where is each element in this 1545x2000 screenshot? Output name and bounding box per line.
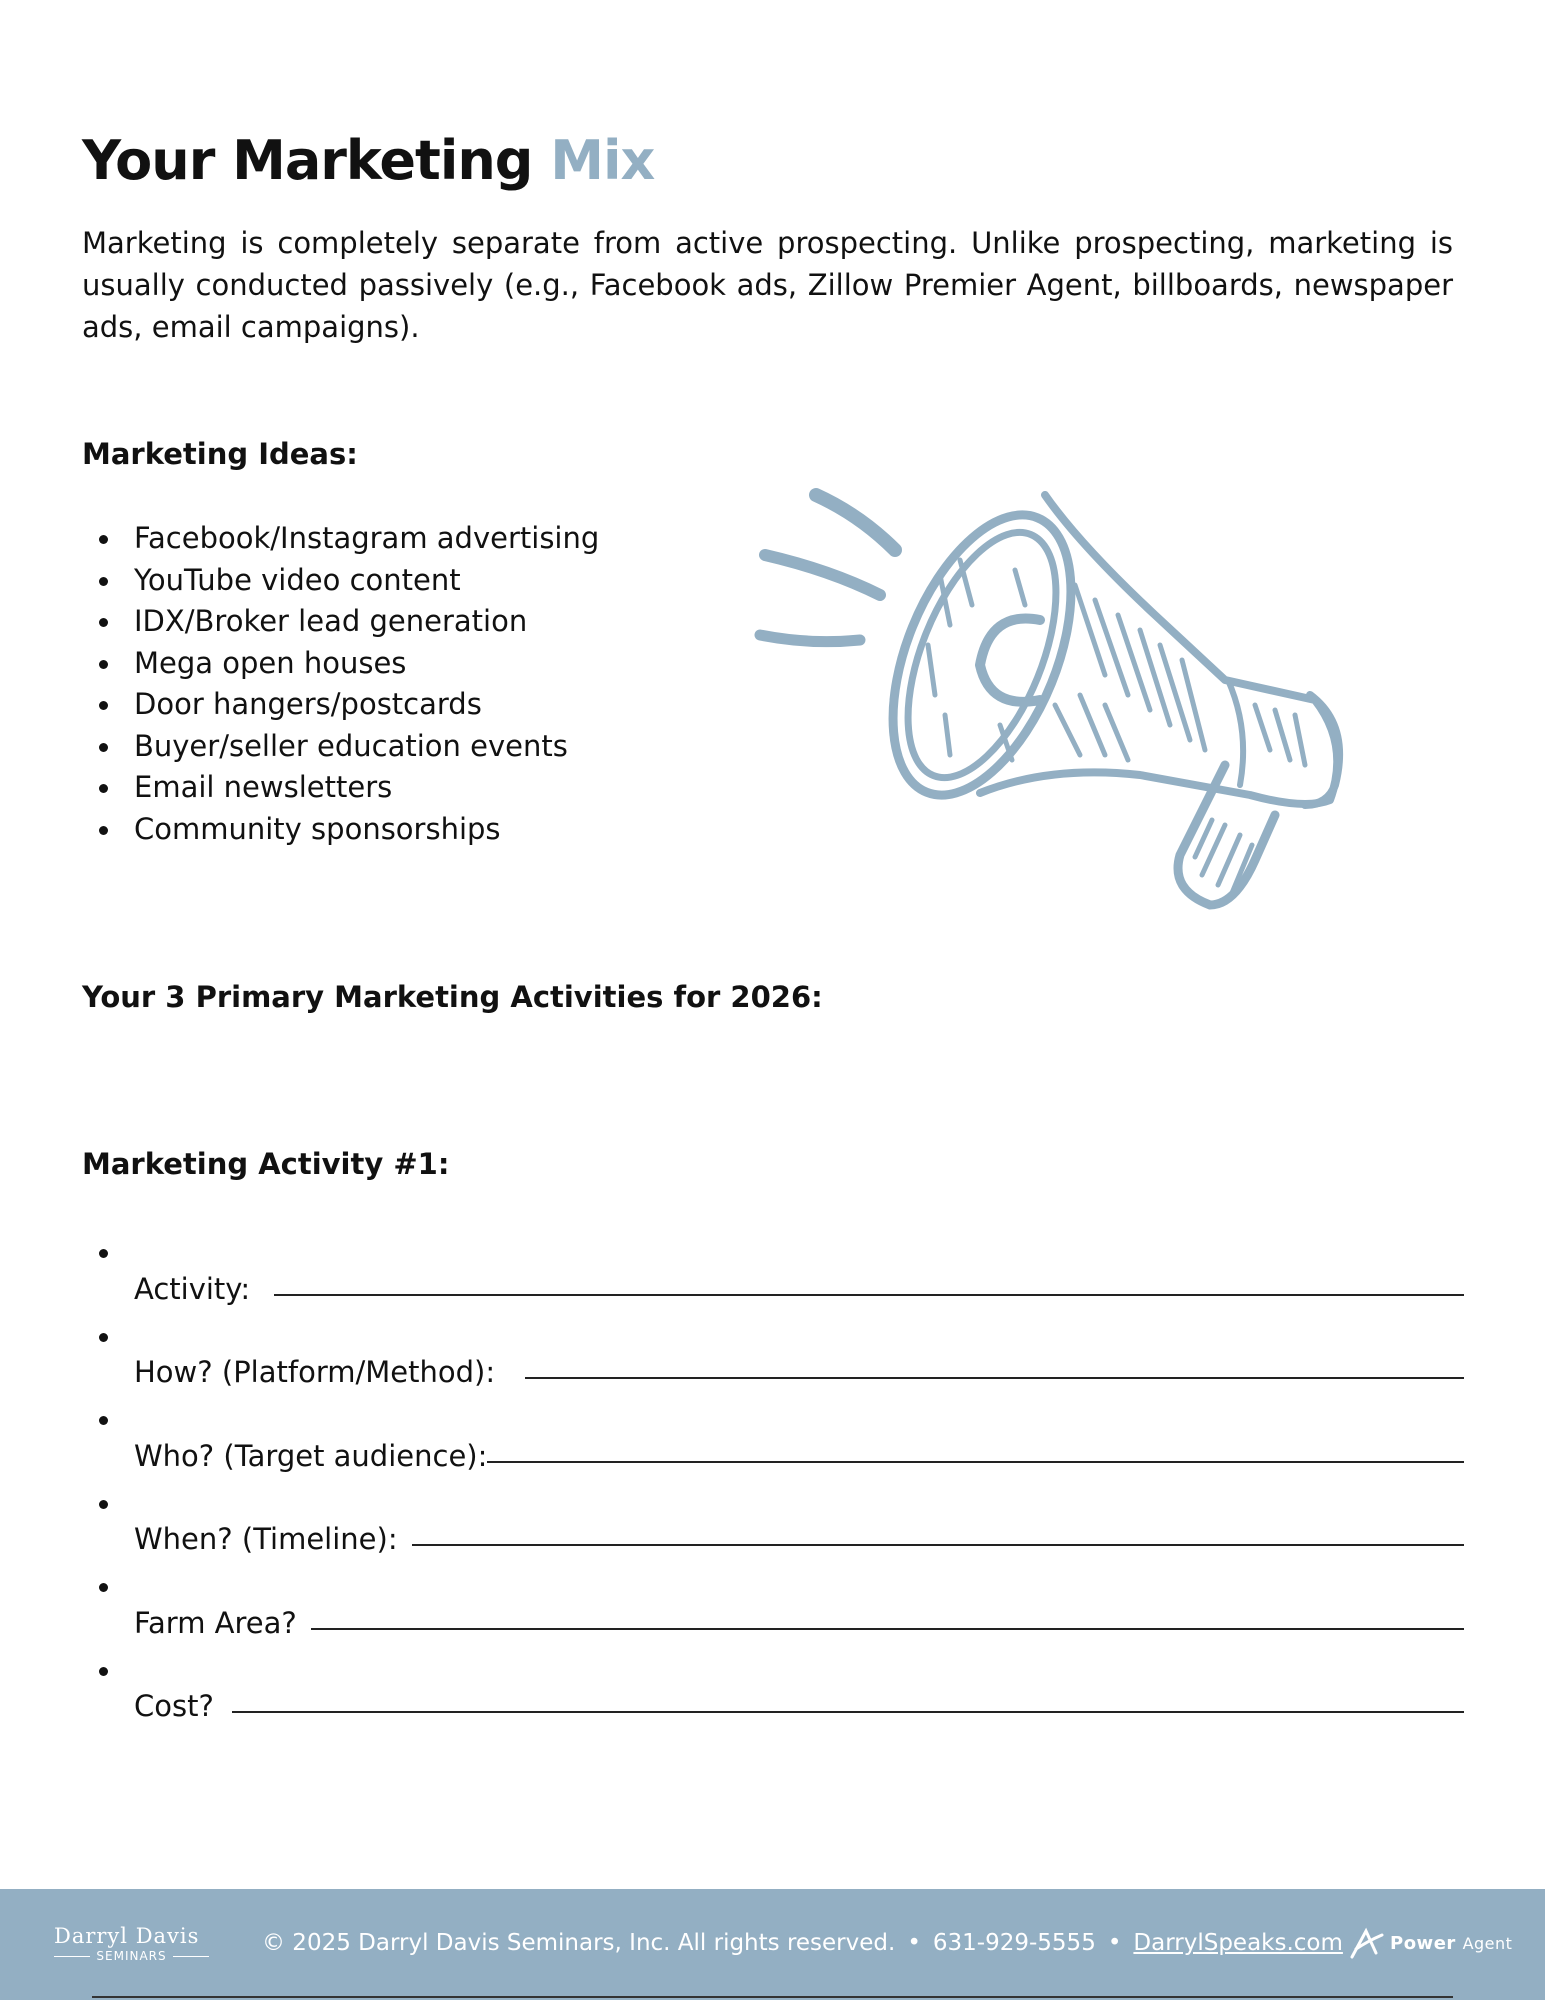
darryl-davis-logo	[54, 1925, 214, 1965]
field-label: Who? (Target audience):	[134, 1438, 488, 1473]
footer-rule	[92, 1996, 1453, 1998]
power-agent-logo	[1346, 1923, 1512, 1963]
website-link[interactable]: DarrylSpeaks.com	[1133, 1930, 1343, 1956]
title-main: Your Marketing	[82, 129, 533, 192]
list-item: Community sponsorships	[82, 809, 599, 851]
separator: •	[1107, 1930, 1122, 1956]
when-field[interactable]	[412, 1510, 1464, 1546]
form-row-farm-area	[82, 1560, 1464, 1644]
wordmark-light: Agent	[1462, 1933, 1513, 1953]
how-field[interactable]	[525, 1343, 1464, 1379]
footer	[0, 1889, 1545, 2000]
farm-area-field[interactable]	[311, 1594, 1464, 1630]
form-row-who	[82, 1393, 1464, 1477]
field-label: Activity:	[134, 1271, 251, 1306]
who-field[interactable]	[487, 1427, 1464, 1463]
field-label: Cost?	[134, 1689, 214, 1723]
form-row-activity	[82, 1226, 1464, 1310]
power-agent-wordmark	[1390, 1933, 1512, 1954]
logo-name: Darryl Davis	[54, 1924, 200, 1948]
list-item: Buyer/seller education events	[82, 726, 599, 768]
activity-form	[82, 1226, 1464, 1727]
title-accent: Mix	[550, 129, 655, 192]
field-label: Farm Area?	[134, 1605, 297, 1640]
phone-number: 631-929-5555	[932, 1930, 1096, 1956]
page-title	[82, 126, 654, 196]
form-row-when	[82, 1477, 1464, 1561]
activity-heading: Marketing Activity #1:	[82, 1147, 450, 1181]
list-item: Mega open houses	[82, 643, 599, 685]
wordmark-bold: Power	[1390, 1932, 1456, 1954]
list-item: IDX/Broker lead generation	[82, 601, 599, 643]
list-item: Email newsletters	[82, 767, 599, 809]
copyright-text: © 2025 Darryl Davis Seminars, Inc. All rights reserved.	[262, 1930, 896, 1956]
list-item: Door hangers/postcards	[82, 684, 599, 726]
form-row-cost	[82, 1644, 1464, 1728]
ideas-heading: Marketing Ideas:	[82, 437, 358, 471]
field-label: When? (Timeline):	[134, 1522, 398, 1556]
cost-field[interactable]	[232, 1677, 1464, 1713]
list-item: YouTube video content	[82, 560, 599, 602]
megaphone-icon	[750, 465, 1370, 915]
logo-subtitle: SEMINARS	[54, 1949, 209, 1963]
form-row-how	[82, 1310, 1464, 1394]
activity-field[interactable]	[274, 1260, 1464, 1296]
field-label: How? (Platform/Method):	[134, 1355, 496, 1389]
separator: •	[907, 1930, 921, 1956]
footer-info	[262, 1927, 1343, 1959]
list-item: Facebook/Instagram advertising	[82, 518, 599, 560]
power-agent-icon	[1346, 1923, 1386, 1963]
ideas-list	[82, 518, 599, 850]
primary-activities-heading: Your 3 Primary Marketing Activities for 2026:	[82, 980, 823, 1014]
intro-paragraph: Marketing is completely separate from active prospecting. Unlike prospecting, marketing is usually conducted passively (e.g., Facebook ads, Zillow Premier Agent, billboards, newspaper ads, email campaigns).	[82, 226, 1453, 344]
